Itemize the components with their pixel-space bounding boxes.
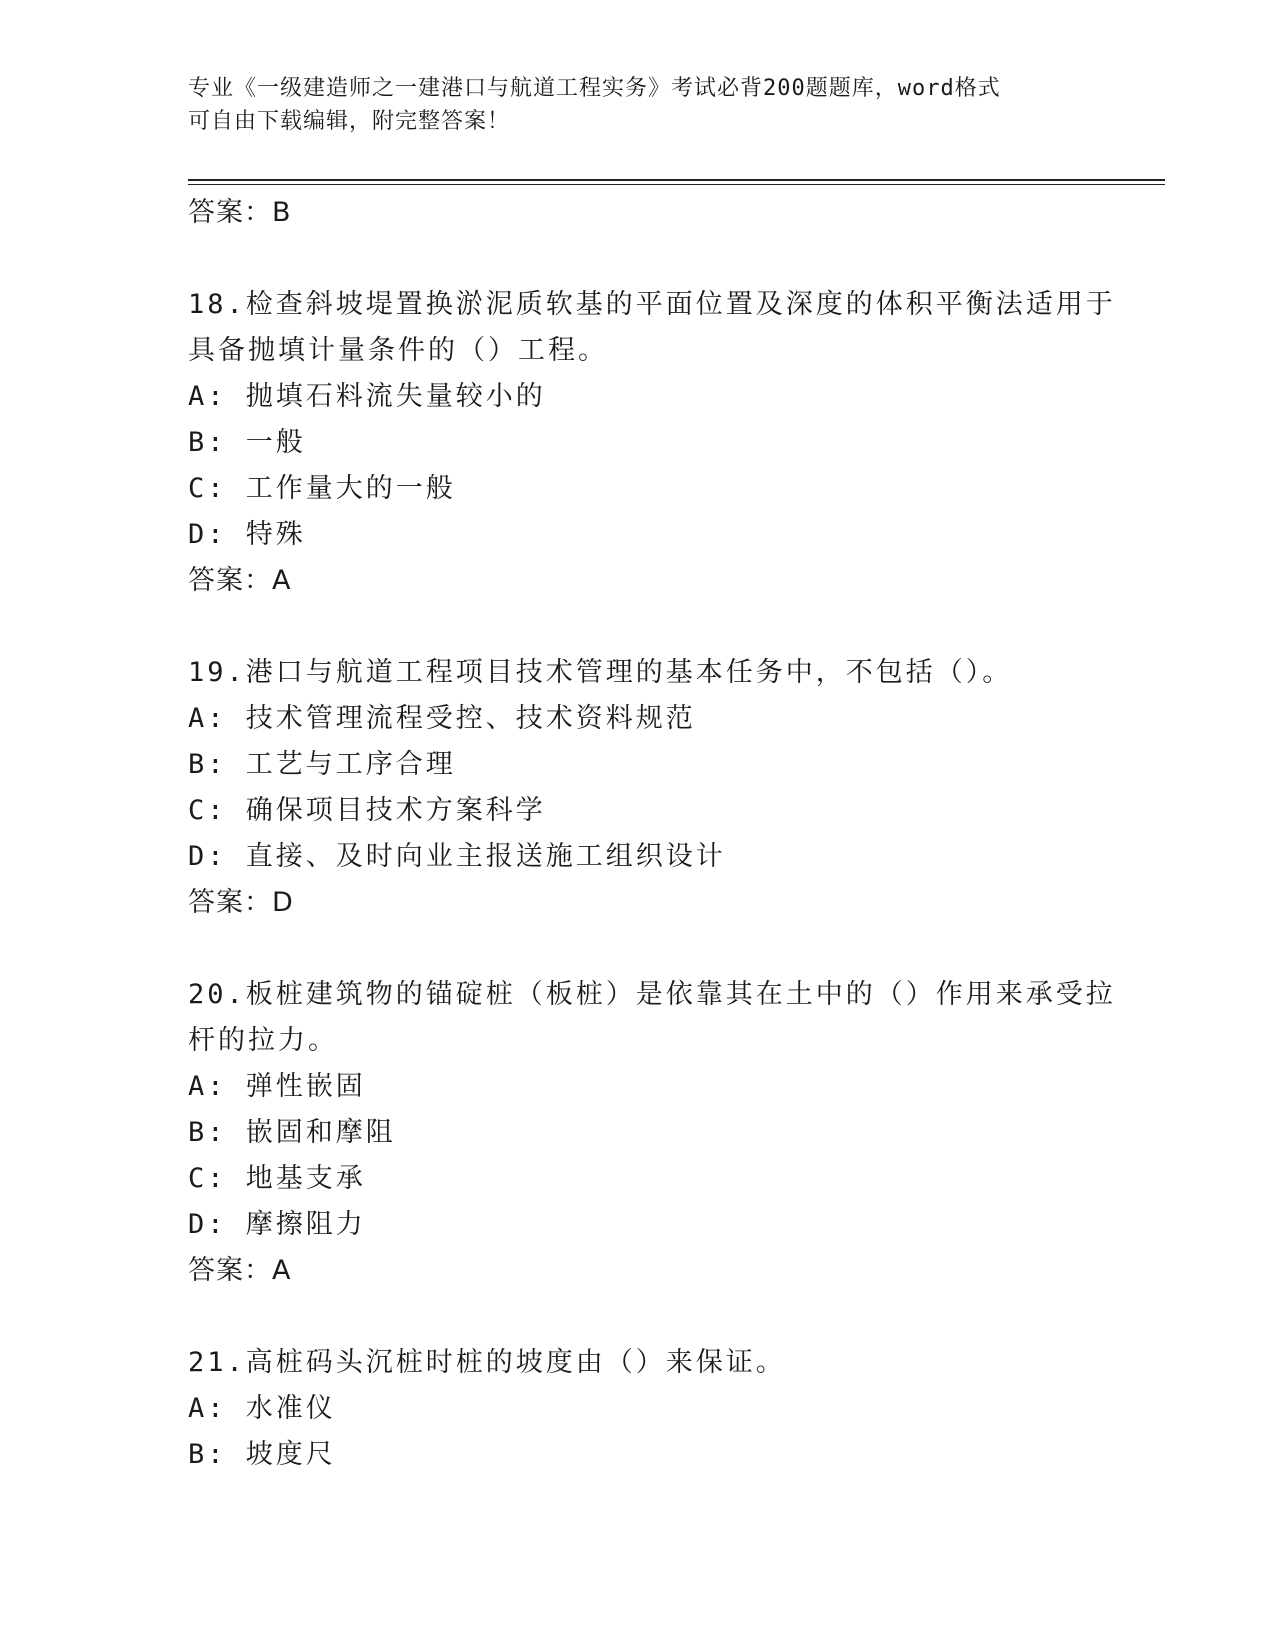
answer-line: 答案：A xyxy=(188,1255,292,1286)
question-text: 杆的拉力。 xyxy=(188,1025,338,1056)
question-text: 20.板桩建筑物的锚碇桩（板桩）是依靠其在土中的（）作用来承受拉 xyxy=(188,979,1116,1010)
question-block xyxy=(188,650,1138,926)
option-c: C: 地基支承 xyxy=(188,1163,366,1194)
question-block xyxy=(188,282,1138,604)
spacer xyxy=(188,926,1138,972)
option-b: B: 工艺与工序合理 xyxy=(188,749,456,780)
option-d: D: 摩擦阻力 xyxy=(188,1209,366,1240)
spacer xyxy=(188,236,1138,282)
question-text: 21.高桩码头沉桩时桩的坡度由（）来保证。 xyxy=(188,1347,786,1378)
question-text: 具备抛填计量条件的（）工程。 xyxy=(188,335,608,366)
option-c: C: 工作量大的一般 xyxy=(188,473,456,504)
document-body xyxy=(188,190,1138,1478)
document-header xyxy=(188,72,1068,138)
question-text: 19.港口与航道工程项目技术管理的基本任务中，不包括（）。 xyxy=(188,657,1013,688)
answer-line: 答案：B xyxy=(188,197,292,228)
answer-line: 答案：A xyxy=(188,565,292,596)
option-b: B: 嵌固和摩阻 xyxy=(188,1117,396,1148)
option-a: A: 弹性嵌固 xyxy=(188,1071,366,1102)
option-d: D: 直接、及时向业主报送施工组织设计 xyxy=(188,841,726,872)
answer-line: 答案：D xyxy=(188,887,294,918)
question-text: 18.检查斜坡堤置换淤泥质软基的平面位置及深度的体积平衡法适用于 xyxy=(188,289,1116,320)
option-a: A: 抛填石料流失量较小的 xyxy=(188,381,546,412)
header-line-1: 专业《一级建造师之一建港口与航道工程实务》考试必背200题题库，word格式 xyxy=(188,76,1001,101)
header-divider-thick xyxy=(188,179,1165,181)
spacer xyxy=(188,604,1138,650)
option-d: D: 特殊 xyxy=(188,519,306,550)
header-divider-thin xyxy=(188,184,1165,185)
question-block xyxy=(188,1340,1138,1478)
option-a: A: 技术管理流程受控、技术资料规范 xyxy=(188,703,696,734)
option-b: B: 坡度尺 xyxy=(188,1439,336,1470)
option-c: C: 确保项目技术方案科学 xyxy=(188,795,546,826)
question-block xyxy=(188,972,1138,1294)
option-b: B: 一般 xyxy=(188,427,306,458)
header-line-2: 可自由下载编辑，附完整答案！ xyxy=(188,109,511,134)
spacer xyxy=(188,1294,1138,1340)
option-a: A: 水准仪 xyxy=(188,1393,336,1424)
